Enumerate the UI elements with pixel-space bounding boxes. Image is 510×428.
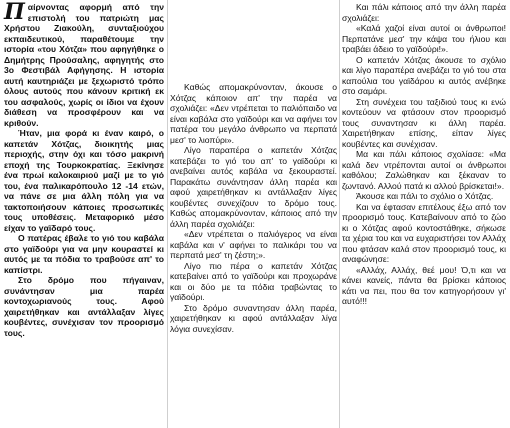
quote-paragraph: «Καλά χαζοί είναι αυτοί οι άνθρωποι! Περπατάνε μεσ' την κάψα του ήλιου και τραβάει άδειο το γαϊδούρι!». <box>342 23 506 54</box>
column-divider <box>167 0 168 428</box>
article-column-3 <box>342 2 506 307</box>
paragraph: Ήταν, μια φορά κι έναν καιρό, ο καπετάν Χότζας, διοικητής μιας περιοχής, στην όχι και τόσο μακρινή εποχή της Τουρκοκρατίας. Ξεκίνησε ένα πρωί καλοκαιριού μαζί με το γιό του, ένα παλικαρόπουλο 12 -14 ετών, να πάνε σε μια άλλη πόλη για να τακτοποιήσουν κάποιες προσωπικές τους υποθέσεις. Μεταφορικό μέσο είχαν το γαϊδαρό τους. <box>4 128 164 233</box>
intro-paragraph <box>4 2 164 128</box>
article-column-2 <box>170 82 337 334</box>
column-divider <box>339 0 340 428</box>
paragraph: Στο δρόμο συναντησαν άλλη παρέα, χαιρετήθηκαν κι αφού αντάλλαξαν λίγα λόγια συνεχίσαν. <box>170 302 337 334</box>
paragraph: Λίγο παραπέρα ο καπετάν Χότζας κατεβάζει το γιό του απ' το γαϊδούρι κι ανεβαίνει αυτός καβάλα να ξεκουραστεί. Παρακάτω συνάντησαν άλλη παρέα και αφού χαιρετήθηκαν κι αντάλλαξαν λίγες κουβέντες συνεχίζουν το δρόμο τους. Καθώς απομακρύνονταν, κάποιος από την άλλη παρέα σχολιάζει: <box>170 145 337 229</box>
intro-text: αίρνοντας αφορμή από την επιστολή του πατριώτη μας Χρήστου Ζιακούλη, συνταξιούχου εκπαιδευτικού, παραθέτουμε την ιστορία «του Χότζα» που αφηγήθηκε ο Δημήτρης Προύσαλης, αφηγητής στο 3ο Φεστιβάλ Αφήγησης. Η ιστορία αυτή καυτηριάζει με ξεχωριστό τρόπο όλους αυτούς που κάνουν κριτική εκ του ασφαλούς, χωρίς οι ίδιοι να έχουν διάθεση να προσφέρουν και να κριθούν. <box>4 2 164 128</box>
article-column-1 <box>4 2 164 338</box>
quote-paragraph: Μα και πάλι κάποιος σχολίασε: «Μα καλά δεν ντρέπονται αυτοί οι άνθρωποι καθόλου; Ζαλώθηκαν και ξέκαναν το ζωντανό. Αλλού πατά κι αλλού βρίσκεται!». <box>342 149 506 191</box>
paragraph: Και πάλι κάποιος από την άλλη παρέα σχολιάζει: <box>342 2 506 23</box>
paragraph: Και να έφτασαν επιτέλους έξω από τον προορισμό τους. Κατεβαίνουν από το ζώο κι ο Χότζας αφού κοντοστάθηκε, σήκωσε τα χέρια του και να ευχαριστήσει τον Αλλάχ που φτάσαν καλά στον προορισμό τους, κι αναφώνησε: <box>342 201 506 264</box>
paragraph: Άκουσε και πάλι το σχόλιο ο Χότζας. <box>356 191 494 201</box>
quote-paragraph: «Αλλάχ, Αλλάχ, θεέ μου! Ό,τι και να κάνει κανείς, πάντα θα βρίσκει κάποιος κάτι να πει, που θα τον κατηγορήσουν γι' αυτό!!! <box>342 264 506 306</box>
paragraph: Λίγο πιο πέρα ο καπετάν Χότζας κατεβαίνει από το γαϊδούρι και προχωράνε και οι δύο με τα πόδια τραβώντας το γαϊδούρι. <box>170 260 337 302</box>
drop-cap: Π <box>4 0 25 25</box>
paragraph: Στο δρόμο που πήγαιναν, συνάντησαν μια παρέα κοντοχωριανούς τους. Αφού χαιρετήθηκαν και αντάλλαξαν λίγες κουβέντες, συνέχισαν τον προορισμό τους. <box>4 275 164 338</box>
paragraph: Στη συνέχεια του ταξιδιού τους κι ενώ κοντεύουν να φτάσουν στον προορισμό τους συναντησαν κι άλλη παρέα. Χαιρετήθηκαν επίσης, είπαν λίγες κουβέντες και συνέχισαν. <box>342 96 506 149</box>
paragraph: Ο καπετάν Χότζας άκουσε το σχόλιο και λίγο παραπέρα ανεβάζει το γιό του στα καπούλια του γαϊδάρου κι αυτός ανέβηκε στο σαμάρι. <box>342 54 506 96</box>
paragraph: Ο πατέρας έβαλε το γιό του καβάλα στο γαϊδούρι για να μην κουραστεί κι αυτός με τα πόδια το τραβούσε απ' το καπίστρι. <box>4 233 164 275</box>
paragraph: Καθώς απομακρύνονταν, άκουσε ο Χότζας κάποιον απ' την παρέα να σχολιάζει: «Δεν ντρέπεται το παλιόπαιδο να είναι καβάλα στο γαϊδούρι και να αφήνει τον πατέρα του μεγάλο άνθρωπο να περπατά μεσ' το λιοπύρι». <box>170 82 337 145</box>
quote-paragraph: «Δεν ντρέπεται ο παλιόγερος να είναι καβάλα και ν' αφήνει το παλικάρι του να περπατά μεσ' τη ζέστη;». <box>170 229 337 260</box>
